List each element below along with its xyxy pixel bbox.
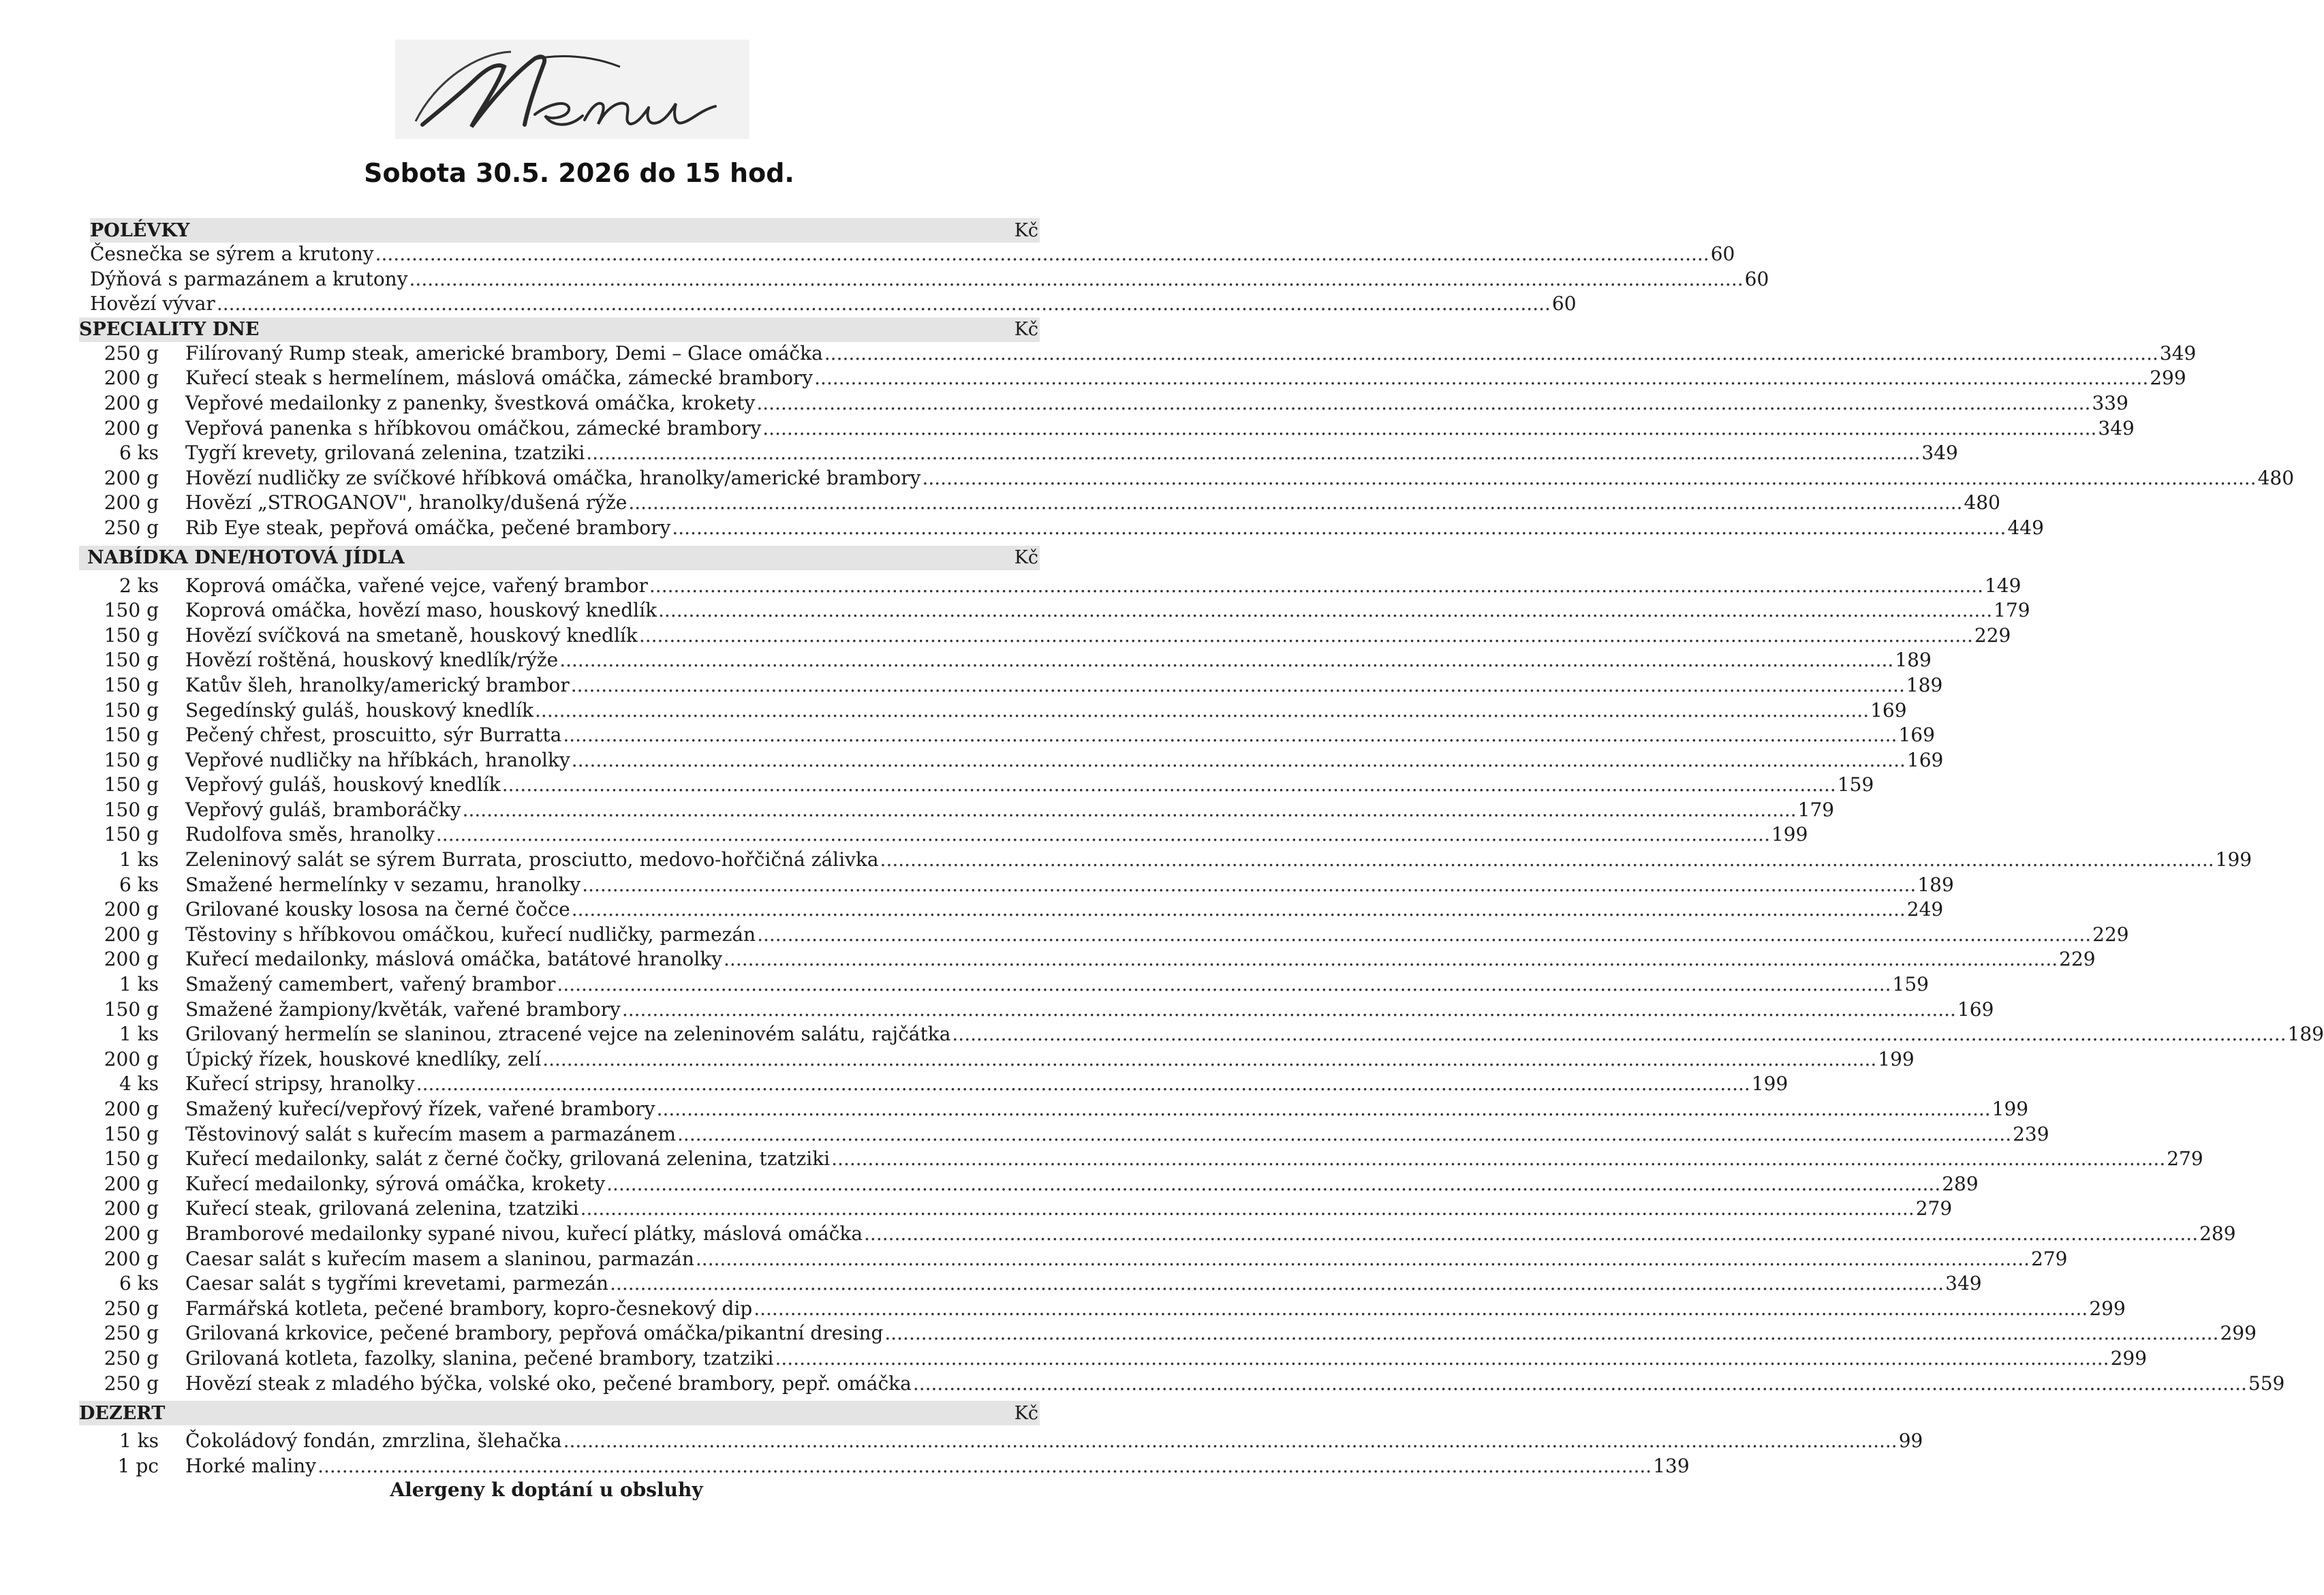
item-price: 349 bbox=[1921, 442, 1958, 465]
item-name: Čokoládový fondán, zmrzlina, šlehačka bbox=[185, 1429, 562, 1453]
item-price: 99 bbox=[1898, 1429, 1923, 1453]
menu-item bbox=[79, 367, 2186, 392]
menu-item bbox=[79, 442, 1958, 467]
item-name: Smažený camembert, vařený brambor bbox=[185, 973, 556, 996]
dot-leader: ............................................................................................................................................................................................................................ bbox=[462, 798, 1797, 821]
menu-item bbox=[79, 1172, 1979, 1198]
item-name: Caesar salát s kuřecím masem a slaninou, parmazán bbox=[185, 1247, 694, 1270]
menu-item bbox=[79, 1454, 1690, 1480]
item-name: Kuřecí steak, grilovaná zelenina, tzatziki bbox=[185, 1197, 579, 1220]
dot-leader: ............................................................................................................................................................................................................................ bbox=[571, 898, 1906, 921]
item-quantity: 250 g bbox=[104, 1372, 159, 1395]
item-price: 199 bbox=[1751, 1072, 1788, 1096]
dot-leader: ............................................................................................................................................................................................................................ bbox=[757, 923, 2092, 946]
item-quantity: 1 ks bbox=[119, 848, 159, 871]
dot-leader: ............................................................................................................................................................................................................................ bbox=[775, 1346, 2109, 1369]
item-name: Vepřový guláš, houskový knedlík bbox=[185, 773, 501, 796]
item-price: 199 bbox=[1771, 823, 1808, 846]
menu-item bbox=[79, 1222, 2236, 1248]
item-name: Filírovaný Rump steak, americké brambory, Demi – Glace omáčka bbox=[185, 341, 823, 365]
menu-item bbox=[79, 1047, 1915, 1073]
menu-item bbox=[79, 997, 1994, 1023]
dot-leader: ............................................................................................................................................................................................................................ bbox=[501, 773, 1836, 796]
item-price: 189 bbox=[1906, 673, 1943, 696]
item-name: Kuřecí medailonky, sýrová omáčka, krokety bbox=[185, 1172, 606, 1195]
item-price: 349 bbox=[2098, 416, 2135, 439]
item-quantity: 4 ks bbox=[119, 1072, 159, 1096]
item-price: 289 bbox=[1942, 1172, 1979, 1195]
dot-leader: ............................................................................................................................................................................................................................ bbox=[409, 267, 1744, 290]
item-price: 559 bbox=[2248, 1372, 2285, 1395]
item-name: Koprová omáčka, hovězí maso, houskový knedlík bbox=[185, 599, 657, 622]
item-name: Pečený chřest, proscuitto, sýr Burratta bbox=[185, 724, 562, 747]
item-quantity: 150 g bbox=[104, 1147, 159, 1171]
item-name: Kuřecí medailonky, máslová omáčka, batátové hranolky bbox=[185, 948, 723, 971]
item-name: Česnečka se sýrem a krutony bbox=[90, 243, 374, 265]
menu-item bbox=[79, 649, 1932, 674]
item-quantity: 200 g bbox=[104, 1172, 159, 1195]
item-price: 60 bbox=[1551, 292, 1577, 315]
item-name: Hovězí svíčková na smetaně, houskový knedlík bbox=[185, 623, 638, 647]
item-quantity: 250 g bbox=[104, 1322, 159, 1345]
dot-leader: ............................................................................................................................................................................................................................ bbox=[216, 292, 1551, 315]
item-name: Tygří krevety, grilovaná zelenina, tzatziki bbox=[185, 442, 585, 465]
menu-item bbox=[79, 1429, 1923, 1455]
item-quantity: 150 g bbox=[104, 1122, 159, 1145]
item-price: 449 bbox=[2007, 516, 2044, 539]
item-name: Těstoviny s hříbkovou omáčkou, kuřecí nudličky, parmezán bbox=[185, 923, 756, 946]
menu-item bbox=[79, 1346, 2148, 1372]
item-price: 169 bbox=[1957, 997, 1994, 1021]
item-name: Katův šleh, hranolky/americký brambor bbox=[185, 673, 570, 696]
dot-leader: ............................................................................................................................................................................................................................ bbox=[586, 442, 1921, 465]
dot-leader: ............................................................................................................................................................................................................................ bbox=[606, 1172, 1941, 1195]
menu-item bbox=[79, 1072, 1788, 1098]
menu-item bbox=[79, 391, 2128, 417]
item-name: Hovězí roštěná, houskový knedlík/rýže bbox=[185, 649, 559, 672]
item-quantity: 150 g bbox=[104, 748, 159, 771]
item-quantity: 200 g bbox=[104, 923, 159, 946]
dot-leader: ............................................................................................................................................................................................................................ bbox=[582, 873, 1917, 896]
menu-item bbox=[79, 491, 2000, 516]
item-name: Smažené hermelínky v sezamu, hranolky bbox=[185, 873, 581, 896]
item-price: 279 bbox=[1915, 1197, 1953, 1220]
menu-item bbox=[79, 898, 1944, 923]
dot-leader: ............................................................................................................................................................................................................................ bbox=[416, 1072, 1750, 1096]
menu-item bbox=[79, 1372, 2285, 1397]
menu-item bbox=[79, 773, 1874, 799]
item-price: 299 bbox=[2089, 1297, 2126, 1320]
menu-item bbox=[79, 1122, 2049, 1148]
item-name: Hovězí nudličky ze svíčkové hříbková omáčka, hranolky/americké brambory bbox=[185, 466, 921, 489]
item-name: Kuřecí stripsy, hranolky bbox=[185, 1072, 415, 1096]
item-price: 299 bbox=[2220, 1322, 2257, 1345]
menu-item bbox=[79, 698, 1907, 724]
menu-item bbox=[79, 848, 2252, 873]
item-price: 159 bbox=[1892, 973, 1929, 996]
menu-item bbox=[79, 673, 1943, 699]
item-name: Grilovaná kotleta, fazolky, slanina, pečené brambory, tzatziki bbox=[185, 1346, 774, 1369]
section-currency: Kč bbox=[1014, 219, 1038, 241]
menu-item bbox=[79, 599, 2030, 624]
item-price: 289 bbox=[2199, 1222, 2236, 1245]
item-name: Těstovinový salát s kuřecím masem a parmazánem bbox=[185, 1122, 677, 1145]
item-name: Kuřecí medailonky, salát z černé čočky, grilovaná zelenina, tzatziki bbox=[185, 1147, 831, 1171]
menu-item bbox=[79, 1023, 2324, 1048]
item-quantity: 200 g bbox=[104, 491, 159, 514]
item-price: 189 bbox=[1917, 873, 1954, 896]
menu-item bbox=[79, 623, 2011, 649]
item-name: Smažené žampiony/květák, vařené brambory bbox=[185, 997, 621, 1021]
item-price: 169 bbox=[1870, 698, 1907, 722]
item-name: Vepřové medailonky z panenky, švestková omáčka, krokety bbox=[185, 391, 756, 414]
item-name: Caesar salát s tygřími krevetami, parmezán bbox=[185, 1272, 609, 1295]
menu-item bbox=[79, 341, 2197, 367]
item-name: Zeleninový salát se sýrem Burrata, prosciutto, medovo-hořčičná zálivka bbox=[185, 848, 879, 871]
item-name: Grilovaný hermelín se slaninou, ztracené vejce na zeleninovém salátu, rajčátka bbox=[185, 1023, 951, 1046]
section-title: NABÍDKA DNE/HOTOVÁ JÍDLA bbox=[87, 547, 405, 569]
menu-item bbox=[79, 748, 1944, 774]
dot-leader: ............................................................................................................................................................................................................................ bbox=[724, 948, 2058, 971]
dot-leader: ............................................................................................................................................................................................................................ bbox=[762, 416, 2097, 439]
item-price: 239 bbox=[2013, 1122, 2049, 1145]
item-quantity: 150 g bbox=[104, 673, 159, 696]
menu-item bbox=[79, 1297, 2126, 1322]
item-price: 189 bbox=[2287, 1023, 2324, 1046]
dot-leader: ............................................................................................................................................................................................................................ bbox=[756, 391, 2091, 414]
item-price: 339 bbox=[2092, 391, 2128, 414]
item-price: 199 bbox=[2215, 848, 2252, 871]
dot-leader: ............................................................................................................................................................................................................................ bbox=[570, 673, 1905, 696]
item-price: 189 bbox=[1895, 649, 1932, 672]
item-name: Horké maliny bbox=[185, 1454, 317, 1477]
item-quantity: 200 g bbox=[104, 1247, 159, 1270]
dot-leader: ............................................................................................................................................................................................................................ bbox=[580, 1197, 1915, 1220]
item-quantity: 1 pc bbox=[117, 1454, 159, 1477]
item-price: 299 bbox=[2110, 1346, 2148, 1369]
item-quantity: 200 g bbox=[104, 1222, 159, 1245]
menu-item bbox=[79, 267, 1769, 293]
menu-item bbox=[79, 292, 1577, 318]
section-currency: Kč bbox=[1014, 547, 1038, 569]
item-quantity: 200 g bbox=[104, 416, 159, 439]
item-name: Rudolfova směs, hranolky bbox=[185, 823, 435, 846]
allergens-note: Alergeny k doptání u obsluhy bbox=[390, 1478, 703, 1501]
item-price: 229 bbox=[1974, 623, 2011, 647]
menu-item bbox=[79, 1272, 1982, 1297]
item-name: Farmářská kotleta, pečené brambory, kopro-česnekový dip bbox=[185, 1297, 753, 1320]
item-quantity: 200 g bbox=[104, 1047, 159, 1070]
item-price: 229 bbox=[2092, 923, 2129, 946]
dot-leader: ............................................................................................................................................................................................................................ bbox=[912, 1372, 2247, 1395]
item-quantity: 150 g bbox=[104, 599, 159, 622]
item-quantity: 150 g bbox=[104, 724, 159, 747]
dot-leader: ............................................................................................................................................................................................................................ bbox=[880, 848, 2214, 871]
item-name: Koprová omáčka, vařené vejce, vařený brambor bbox=[185, 574, 648, 597]
dot-leader: ............................................................................................................................................................................................................................ bbox=[621, 997, 1956, 1021]
dot-leader: ............................................................................................................................................................................................................................ bbox=[628, 491, 1963, 514]
item-quantity: 150 g bbox=[104, 997, 159, 1021]
dot-leader: ............................................................................................................................................................................................................................ bbox=[814, 367, 2149, 390]
menu-item bbox=[79, 823, 1808, 848]
dot-leader: ............................................................................................................................................................................................................................ bbox=[559, 649, 1894, 672]
item-quantity: 2 ks bbox=[119, 574, 159, 597]
menu-item bbox=[79, 798, 1835, 824]
menu-item bbox=[79, 923, 2129, 948]
menu-item bbox=[79, 873, 1954, 899]
item-price: 199 bbox=[1878, 1047, 1915, 1070]
item-quantity: 150 g bbox=[104, 698, 159, 722]
item-price: 279 bbox=[2167, 1147, 2203, 1171]
dot-leader: ............................................................................................................................................................................................................................ bbox=[824, 341, 2158, 365]
item-quantity: 200 g bbox=[104, 466, 159, 489]
dot-leader: ............................................................................................................................................................................................................................ bbox=[754, 1297, 2088, 1320]
item-price: 149 bbox=[1984, 574, 2021, 597]
item-quantity: 200 g bbox=[104, 391, 159, 414]
dot-leader: ............................................................................................................................................................................................................................ bbox=[952, 1023, 2287, 1046]
dot-leader: ............................................................................................................................................................................................................................ bbox=[831, 1147, 2166, 1171]
item-quantity: 250 g bbox=[104, 516, 159, 539]
item-price: 279 bbox=[2031, 1247, 2068, 1270]
item-price: 480 bbox=[1964, 491, 2000, 514]
dot-leader: ............................................................................................................................................................................................................................ bbox=[922, 466, 2257, 489]
dot-leader: ............................................................................................................................................................................................................................ bbox=[884, 1322, 2219, 1345]
menu-item bbox=[79, 1247, 2068, 1273]
item-price: 169 bbox=[1906, 748, 1944, 771]
section-header bbox=[79, 1401, 1040, 1425]
section-currency: Kč bbox=[1014, 319, 1038, 341]
section-title: POLÉVKY bbox=[90, 219, 190, 241]
dot-leader: ............................................................................................................................................................................................................................ bbox=[563, 1429, 1897, 1453]
item-price: 179 bbox=[1994, 599, 2030, 622]
item-name: Kuřecí steak s hermelínem, máslová omáčka, zámecké brambory bbox=[185, 367, 814, 390]
item-quantity: 200 g bbox=[104, 367, 159, 390]
menu-list bbox=[79, 218, 2324, 1479]
item-name: Dýňová s parmazánem a krutony bbox=[90, 267, 408, 290]
section-header bbox=[79, 546, 1040, 570]
menu-item bbox=[79, 1197, 1953, 1222]
item-name: Grilované kousky lososa na černé čočce bbox=[185, 898, 570, 921]
dot-leader: ............................................................................................................................................................................................................................ bbox=[656, 1098, 1991, 1120]
menu-item bbox=[79, 243, 1735, 268]
dot-leader: ............................................................................................................................................................................................................................ bbox=[571, 748, 1906, 771]
item-price: 249 bbox=[1906, 898, 1944, 921]
item-quantity: 6 ks bbox=[119, 442, 159, 465]
item-quantity: 1 ks bbox=[119, 1023, 159, 1046]
item-name: Hovězí steak z mladého býčka, volské oko, pečené brambory, pepř. omáčka bbox=[185, 1372, 912, 1395]
menu-item bbox=[79, 1147, 2203, 1173]
item-price: 349 bbox=[2159, 341, 2197, 365]
item-quantity: 200 g bbox=[104, 1197, 159, 1220]
item-quantity: 150 g bbox=[104, 798, 159, 821]
item-quantity: 150 g bbox=[104, 823, 159, 846]
menu-logo-script bbox=[395, 40, 749, 139]
menu-item bbox=[79, 1322, 2257, 1347]
item-price: 159 bbox=[1837, 773, 1874, 796]
section-header bbox=[90, 218, 1040, 243]
item-price: 60 bbox=[1744, 267, 1769, 290]
item-quantity: 1 ks bbox=[119, 973, 159, 996]
menu-logo bbox=[395, 40, 749, 139]
item-price: 179 bbox=[1797, 798, 1835, 821]
dot-leader: ............................................................................................................................................................................................................................ bbox=[658, 599, 1993, 622]
item-price: 199 bbox=[1992, 1098, 2029, 1120]
dot-leader: ............................................................................................................................................................................................................................ bbox=[677, 1122, 2012, 1145]
section-title: DEZERT bbox=[79, 1402, 166, 1424]
dot-leader: ............................................................................................................................................................................................................................ bbox=[610, 1272, 1945, 1295]
item-quantity: 200 g bbox=[104, 1098, 159, 1120]
item-price: 299 bbox=[2150, 367, 2186, 390]
item-quantity: 250 g bbox=[104, 1346, 159, 1369]
item-name: Smažený kuřecí/vepřový řízek, vařené brambory bbox=[185, 1098, 655, 1120]
item-name: Vepřové nudličky na hříbkách, hranolky bbox=[185, 748, 570, 771]
item-quantity: 250 g bbox=[104, 341, 159, 365]
menu-item bbox=[79, 1098, 2029, 1123]
item-price: 169 bbox=[1898, 724, 1935, 747]
item-name: Rib Eye steak, pepřová omáčka, pečené brambory bbox=[185, 516, 671, 539]
item-price: 229 bbox=[2059, 948, 2096, 971]
dot-leader: ............................................................................................................................................................................................................................ bbox=[542, 1047, 1877, 1070]
menu-date: Sobota 30.5. 2026 do 15 hod. bbox=[364, 158, 794, 188]
dot-leader: ............................................................................................................................................................................................................................ bbox=[535, 698, 1870, 722]
menu-item bbox=[79, 574, 2021, 600]
item-quantity: 150 g bbox=[104, 773, 159, 796]
item-quantity: 200 g bbox=[104, 948, 159, 971]
item-quantity: 250 g bbox=[104, 1297, 159, 1320]
item-quantity: 150 g bbox=[104, 623, 159, 647]
item-name: Hovězí vývar bbox=[90, 292, 215, 315]
menu-item bbox=[79, 973, 1929, 998]
section-header bbox=[79, 318, 1040, 342]
menu-item bbox=[79, 516, 2044, 542]
dot-leader: ............................................................................................................................................................................................................................ bbox=[563, 724, 1897, 747]
item-quantity: 6 ks bbox=[119, 873, 159, 896]
item-name: Grilovaná krkovice, pečené brambory, pepřová omáčka/pikantní dresing bbox=[185, 1322, 884, 1345]
item-name: Hovězí „STROGANOV", hranolky/dušená rýže bbox=[185, 491, 628, 514]
item-name: Vepřový guláš, bramboráčky bbox=[185, 798, 461, 821]
item-name: Bramborové medailonky sypané nivou, kuřecí plátky, máslová omáčka bbox=[185, 1222, 863, 1245]
menu-item bbox=[79, 466, 2295, 492]
item-name: Vepřová panenka s hříbkovou omáčkou, zámecké brambory bbox=[185, 416, 762, 439]
section-title: SPECIALITY DNE bbox=[79, 319, 260, 341]
menu-item bbox=[79, 416, 2135, 442]
dot-leader: ............................................................................................................................................................................................................................ bbox=[557, 973, 1891, 996]
dot-leader: ............................................................................................................................................................................................................................ bbox=[638, 623, 1973, 647]
item-quantity: 1 ks bbox=[119, 1429, 159, 1453]
item-quantity: 200 g bbox=[104, 898, 159, 921]
dot-leader: ............................................................................................................................................................................................................................ bbox=[435, 823, 1770, 846]
menu-item bbox=[79, 724, 1935, 749]
menu-item bbox=[79, 948, 2096, 973]
item-name: Úpický řízek, houskové knedlíky, zelí bbox=[185, 1047, 542, 1070]
dot-leader: ............................................................................................................................................................................................................................ bbox=[695, 1247, 2030, 1270]
item-name: Segedínský guláš, houskový knedlík bbox=[185, 698, 534, 722]
item-price: 60 bbox=[1710, 243, 1735, 265]
dot-leader: ............................................................................................................................................................................................................................ bbox=[864, 1222, 2199, 1245]
section-currency: Kč bbox=[1014, 1402, 1038, 1424]
dot-leader: ............................................................................................................................................................................................................................ bbox=[649, 574, 1983, 597]
item-quantity: 6 ks bbox=[119, 1272, 159, 1295]
item-quantity: 150 g bbox=[104, 649, 159, 672]
item-price: 139 bbox=[1653, 1454, 1690, 1477]
item-price: 480 bbox=[2257, 466, 2295, 489]
item-price: 349 bbox=[1945, 1272, 1982, 1295]
dot-leader: ............................................................................................................................................................................................................................ bbox=[317, 1454, 1652, 1477]
dot-leader: ............................................................................................................................................................................................................................ bbox=[672, 516, 2007, 539]
dot-leader: ............................................................................................................................................................................................................................ bbox=[375, 243, 1709, 265]
